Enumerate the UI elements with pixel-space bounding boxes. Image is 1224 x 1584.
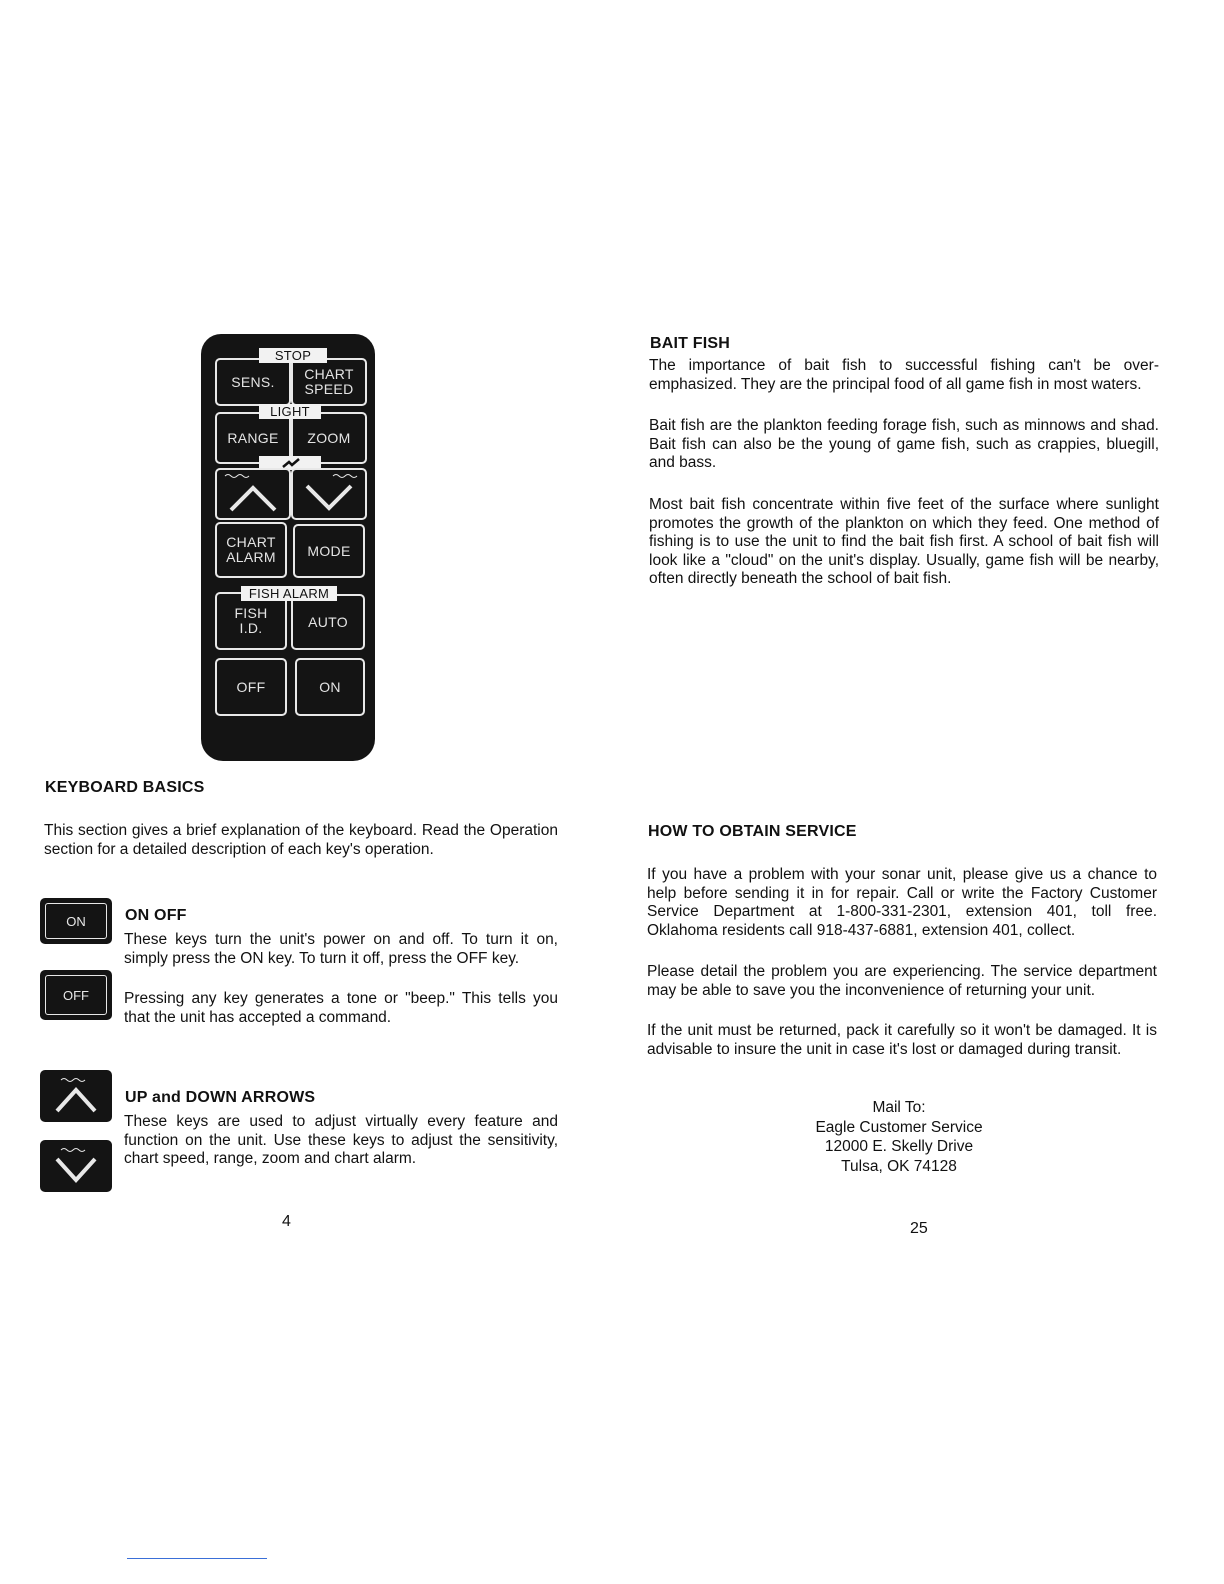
sens-key-label: SENS. — [231, 373, 275, 390]
auto-key — [291, 594, 365, 650]
up-key-icon — [40, 1070, 112, 1122]
bait-fish-heading: BAIT FISH — [650, 335, 731, 352]
mail-city: Tulsa, OK 74128 — [841, 1157, 957, 1175]
left-page-number: 4 — [282, 1213, 291, 1230]
keypad-illustration — [201, 334, 375, 761]
range-key-label: RANGE — [227, 429, 279, 446]
arrows-heading: UP and DOWN ARROWS — [125, 1089, 316, 1106]
off-key-label: OFF — [236, 678, 266, 695]
bait-fish-paragraph-3: Most bait fish concentrate within five feet of the surface where sunlight promotes the growth of the plankton on which they feed. One method of fishing is to use the unit to find the bait fish first. A school of bait fish will look like a "cloud" on the unit's display. Usually, game fish will be nearby, often directly beneath the school of bait fish. — [649, 496, 1159, 587]
up-arrow-key — [215, 468, 291, 520]
service-heading: HOW TO OBTAIN SERVICE — [648, 823, 857, 840]
off-key — [215, 658, 287, 716]
keyboard-intro-paragraph: This section gives a brief explanation of the keyboard. Read the Operation section for a detailed description of each key's operation. — [44, 822, 558, 858]
chart-speed-key — [291, 358, 367, 406]
up-arrow-icon — [45, 1075, 107, 1117]
on-off-paragraph: These keys turn the unit's power on and off. To turn it on, simply press the ON key. To turn it off, press the OFF key. — [124, 931, 558, 967]
mail-street: 12000 E. Skelly Drive — [824, 1138, 974, 1155]
chart-alarm-label-1: CHART — [226, 534, 276, 550]
fish-alarm-tag: FISH ALARM — [241, 586, 337, 601]
fish-id-label-1: FISH — [234, 605, 268, 621]
keyboard-basics-heading: KEYBOARD BASICS — [45, 779, 205, 796]
zoom-key-label: ZOOM — [307, 429, 351, 446]
mode-key — [293, 524, 365, 578]
right-page-number: 25 — [910, 1220, 928, 1237]
bait-fish-paragraph-2: Bait fish are the plankton feeding forage fish, such as minnows and shad. Bait fish can also be the young of game fish, such as crappies, bluegill, and bass. — [649, 417, 1159, 471]
down-arrow-icon — [293, 470, 365, 518]
mailing-address — [740, 1098, 1058, 1176]
light-tag: LIGHT — [259, 404, 321, 419]
mode-key-label: MODE — [307, 542, 351, 559]
mail-company: Eagle Customer Service — [815, 1118, 983, 1136]
on-off-heading: ON OFF — [125, 907, 187, 924]
up-arrow-icon — [217, 470, 289, 518]
down-arrow-icon — [45, 1145, 107, 1187]
on-key-icon-label: ON — [45, 903, 107, 939]
on-key-label: ON — [319, 678, 341, 695]
chart-alarm-key — [215, 522, 287, 578]
beep-paragraph: Pressing any key generates a tone or "beep." This tells you that the unit has accepted a command. — [124, 990, 558, 1026]
off-key-icon-label: OFF — [45, 975, 107, 1015]
sens-key — [215, 358, 291, 406]
down-arrow-key — [291, 468, 367, 520]
service-paragraph-3: If the unit must be returned, pack it carefully so it won't be damaged. It is advisable to insure the unit in case it's lost or damaged during transit. — [647, 1022, 1157, 1058]
arrows-paragraph: These keys are used to adjust virtually every feature and function on the unit. Use these keys to adjust the sensitivity, chart speed, range, zoom and chart alarm. — [124, 1113, 558, 1167]
fish-id-label-2: I.D. — [239, 620, 263, 636]
mail-to-label: Mail To: — [872, 1099, 926, 1116]
chart-speed-label-1: CHART — [304, 366, 354, 382]
chart-speed-label-2: SPEED — [304, 381, 354, 397]
down-key-icon — [40, 1140, 112, 1192]
auto-key-label: AUTO — [308, 613, 348, 630]
stop-tag: STOP — [259, 348, 327, 363]
bottom-rule — [127, 1558, 267, 1559]
bait-fish-paragraph-1: The importance of bait fish to successful fishing can't be over-emphasized. They are the principal food of all game fish in most waters. — [649, 357, 1159, 393]
on-key-icon — [40, 898, 112, 944]
on-key — [295, 658, 365, 716]
service-paragraph-1: If you have a problem with your sonar unit, please give us a chance to help before sending it in for repair. Call or write the Factory Customer Service Department at 1-800-331-2301, extension 401, toll free. Oklahoma residents call 918-437-6881, extension 401, collect. — [647, 866, 1157, 939]
chart-alarm-label-2: ALARM — [226, 549, 276, 565]
service-paragraph-2: Please detail the problem you are experiencing. The service department may be able to save you the inconvenience of returning your unit. — [647, 963, 1157, 999]
off-key-icon — [40, 970, 112, 1020]
